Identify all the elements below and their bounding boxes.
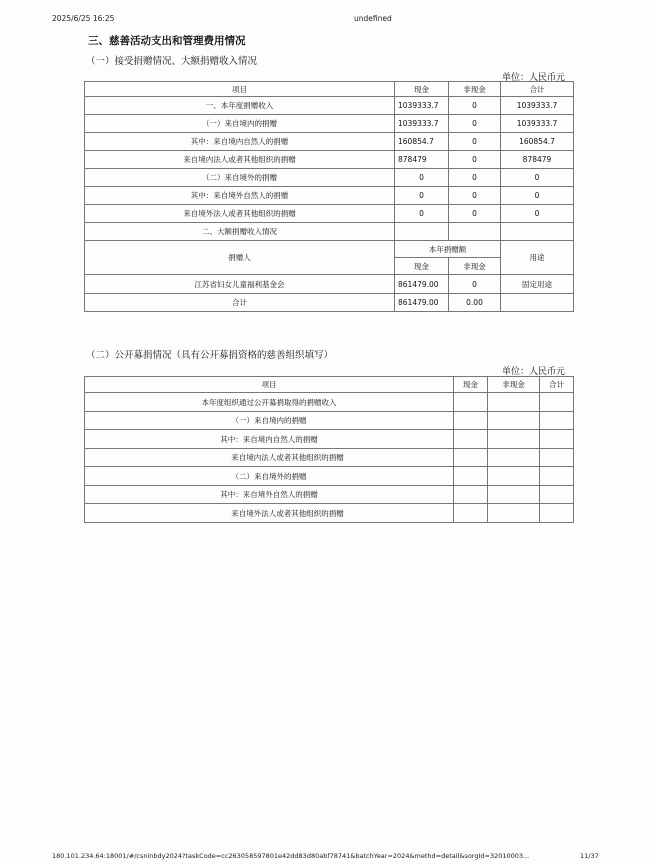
table-row — [85, 467, 574, 486]
row-label: 其中：来自境内自然人的捐赠 — [85, 430, 454, 449]
row-total: 0 — [501, 169, 574, 187]
header-total: 合计 — [501, 82, 574, 97]
row-total: 0 — [501, 187, 574, 205]
unit-label-2: 单位：人民币元 — [502, 367, 566, 377]
donation-table — [84, 81, 574, 312]
row-total: 1039333.7 — [501, 115, 574, 133]
print-title: undefined — [354, 14, 392, 23]
row-cash: 1039333.7 — [395, 115, 449, 133]
table-row — [85, 504, 574, 523]
row-label: 一、本年度捐赠收入 — [85, 97, 395, 115]
row-label: （二）来自境外的捐赠 — [85, 467, 454, 486]
row-cash: 0 — [395, 205, 449, 223]
table-row — [85, 294, 574, 312]
table-row — [85, 97, 574, 115]
row-label: 其中：来自境外自然人的捐赠 — [85, 187, 395, 205]
table-row — [85, 412, 574, 430]
row-label: 来自境内法人或者其他组织的捐赠 — [85, 449, 454, 467]
row-noncash: 0 — [449, 133, 501, 151]
row-label: 其中：来自境内自然人的捐赠 — [85, 133, 395, 151]
table-row — [85, 486, 574, 504]
footer-page: 11/37 — [580, 852, 599, 860]
cash-subheader: 现金 — [395, 258, 449, 275]
table-row — [85, 241, 574, 258]
row-label: 其中：来自境外自然人的捐赠 — [85, 486, 454, 504]
row-noncash: 0 — [449, 187, 501, 205]
use-header: 用途 — [501, 241, 574, 275]
row-total: 0 — [501, 205, 574, 223]
row-noncash: 0 — [449, 169, 501, 187]
row-cash: 160854.7 — [395, 133, 449, 151]
row-total: 878479 — [501, 151, 574, 169]
noncash-subheader: 非现金 — [449, 258, 501, 275]
table-row — [85, 187, 574, 205]
print-datetime: 2025/6/25 16:25 — [52, 14, 115, 23]
row-cash: 878479 — [395, 151, 449, 169]
table-row — [85, 169, 574, 187]
row-label: 本年度组织通过公开募捐取得的捐赠收入 — [85, 393, 454, 412]
table-row — [85, 393, 574, 412]
sum-cash: 861479.00 — [395, 294, 449, 312]
row-noncash: 0 — [449, 151, 501, 169]
table-row — [85, 133, 574, 151]
donor-name: 江苏省妇女儿童福利基金会 — [85, 275, 395, 294]
row-label: （一）来自境内的捐赠 — [85, 412, 454, 430]
row-cash: 1039333.7 — [395, 97, 449, 115]
subsection-title-2: （二）公开募捐情况（具有公开募捐资格的慈善组织填写） — [86, 350, 334, 361]
row-noncash: 0 — [449, 97, 501, 115]
unit-label-1: 单位：人民币元 — [502, 73, 566, 83]
row-cash: 0 — [395, 187, 449, 205]
row-noncash: 0 — [449, 205, 501, 223]
table-row — [85, 115, 574, 133]
table-row — [85, 275, 574, 294]
table-row — [85, 205, 574, 223]
donor-use: 固定用途 — [501, 275, 574, 294]
table-row — [85, 151, 574, 169]
header-item: 项目 — [85, 377, 454, 393]
row-cash: 0 — [395, 169, 449, 187]
donor-noncash: 0 — [449, 275, 501, 294]
header-cash: 现金 — [454, 377, 488, 393]
header-total: 合计 — [540, 377, 574, 393]
table-row — [85, 223, 574, 241]
donor-header: 捐赠人 — [85, 241, 395, 275]
row-label: 来自境外法人或者其他组织的捐赠 — [85, 205, 395, 223]
row-label: 来自境外法人或者其他组织的捐赠 — [85, 504, 454, 523]
year-amount-header: 本年捐赠额 — [395, 241, 501, 258]
sum-label: 合计 — [85, 294, 395, 312]
row-total: 160854.7 — [501, 133, 574, 151]
sum-noncash: 0.00 — [449, 294, 501, 312]
header-cash: 现金 — [395, 82, 449, 97]
subsection-title-1: （一）接受捐赠情况、大额捐赠收入情况 — [86, 56, 258, 67]
row-noncash: 0 — [449, 115, 501, 133]
public-fundraising-table — [84, 376, 574, 523]
table-row — [85, 430, 574, 449]
row-label: （一）来自境内的捐赠 — [85, 115, 395, 133]
footer-url: 180.101.234.64:18001/#/csninbdy2024?taskCode=cc263058597801e42dd83d80abf78741&batchYear=2024&methd=detail&sorgId=32010003... — [52, 852, 530, 860]
donor-cash: 861479.00 — [395, 275, 449, 294]
section-title: 三、慈善活动支出和管理费用情况 — [88, 35, 246, 47]
row-total: 1039333.7 — [501, 97, 574, 115]
header-noncash: 非现金 — [488, 377, 540, 393]
row-label: 来自境内法人或者其他组织的捐赠 — [85, 151, 395, 169]
table-row — [85, 449, 574, 467]
large-donation-title: 二、大额捐赠收入情况 — [85, 223, 395, 241]
header-item: 项目 — [85, 82, 395, 97]
header-noncash: 非现金 — [449, 82, 501, 97]
row-label: （二）来自境外的捐赠 — [85, 169, 395, 187]
